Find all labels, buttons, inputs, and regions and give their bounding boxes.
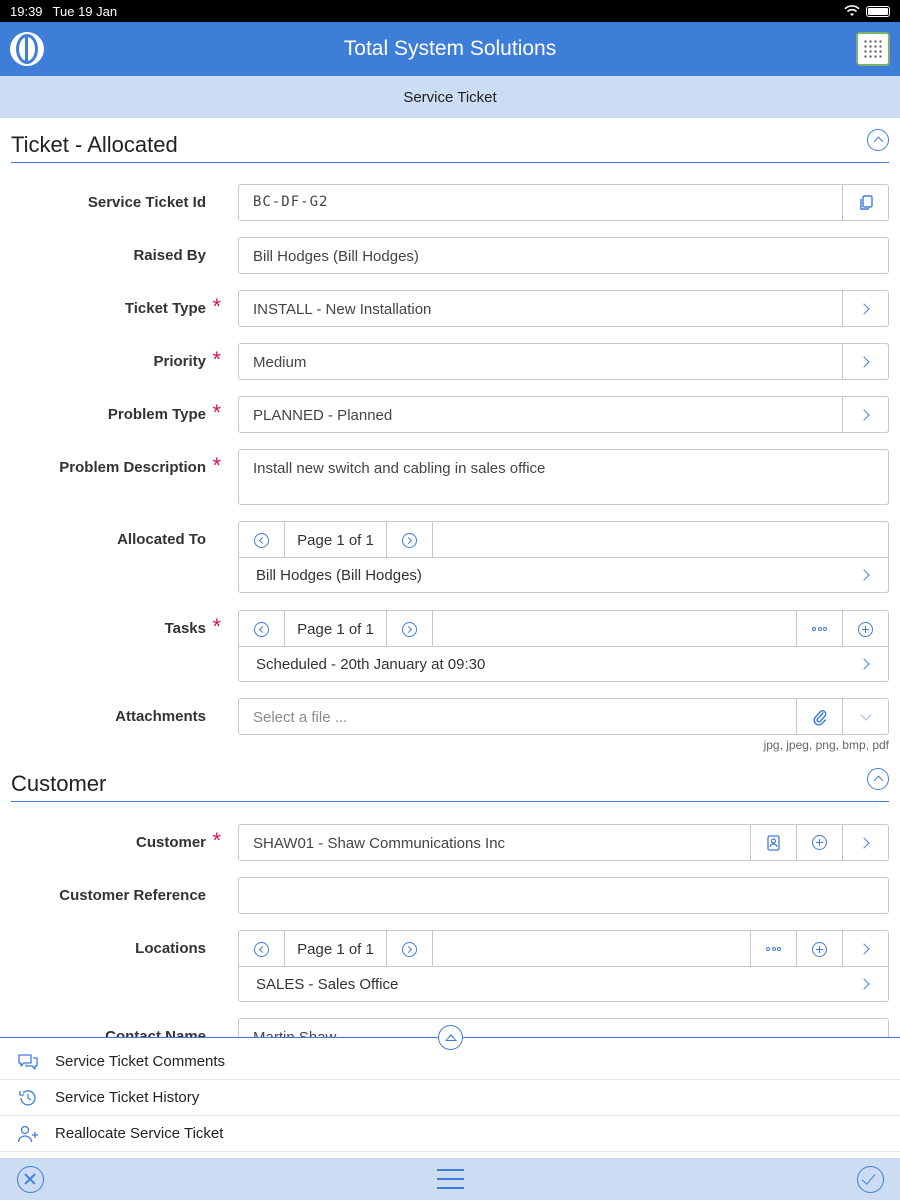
scan-button[interactable] (856, 32, 890, 66)
chevron-right-icon (858, 943, 869, 954)
menu-item-label: Reallocate Service Ticket (55, 1125, 224, 1142)
panel-toggle-button[interactable] (438, 1025, 463, 1050)
problem-description-value: Install new switch and cabling in sales office (253, 460, 546, 477)
menu-item-history[interactable] (0, 1080, 900, 1116)
app-logo-icon[interactable] (10, 32, 44, 66)
history-icon (17, 1088, 39, 1108)
attachments-label: Attachments (115, 708, 206, 725)
ticket-type-label: Ticket Type * (124, 294, 221, 319)
menu-button[interactable] (435, 1164, 465, 1194)
ticket-section-header (11, 119, 889, 163)
chevron-left-icon (254, 533, 269, 548)
menu-item-label: Service Ticket Comments (55, 1053, 226, 1070)
tasks-list-item[interactable] (239, 647, 888, 682)
app-header (0, 22, 900, 76)
attachments-file-types-hint: jpg, jpeg, png, bmp, pdf (763, 738, 889, 752)
allocated-to-list-item[interactable] (239, 558, 888, 593)
chevron-right-icon (858, 409, 869, 420)
raised-by-field[interactable] (238, 237, 889, 274)
page-subtitle: Service Ticket (0, 76, 900, 118)
chevron-right-icon (858, 356, 869, 367)
problem-type-select-button[interactable] (842, 397, 888, 432)
chevron-right-icon (858, 569, 869, 580)
tasks-label: Tasks * (164, 614, 221, 639)
locations-label: Locations (135, 940, 206, 957)
collapse-ticket-section-button[interactable] (867, 129, 889, 151)
allocated-to-label: Allocated To (117, 531, 206, 548)
save-button[interactable] (855, 1164, 885, 1194)
attachments-expand-button[interactable] (842, 699, 888, 734)
chevron-right-icon (858, 303, 869, 314)
chevron-left-icon (254, 942, 269, 957)
tasks-value: Scheduled - 20th January at 09:30 (256, 656, 486, 673)
priority-value: Medium (253, 354, 307, 371)
attach-file-button[interactable] (796, 699, 842, 734)
allocated-page-indicator: Page 1 of 1 (285, 522, 387, 558)
problem-type-value: PLANNED - Planned (253, 407, 393, 424)
tasks-pager (238, 610, 889, 682)
chevron-right-icon (858, 837, 869, 848)
customer-add-button[interactable] (796, 825, 842, 860)
ticket-section-title: Ticket - Allocated (11, 132, 178, 157)
allocated-next-page-button[interactable] (387, 522, 433, 558)
tasks-next-page-button[interactable] (387, 611, 433, 647)
tasks-page-indicator: Page 1 of 1 (285, 611, 387, 647)
plus-icon (812, 835, 827, 850)
service-ticket-id-field (238, 184, 889, 221)
menu-item-reallocate[interactable] (0, 1116, 900, 1152)
locations-prev-page-button[interactable] (239, 931, 285, 967)
tasks-add-button[interactable] (842, 611, 888, 647)
chevron-left-icon (254, 622, 269, 637)
locations-page-indicator: Page 1 of 1 (285, 931, 387, 967)
comments-icon (17, 1052, 39, 1072)
ticket-type-value: INSTALL - New Installation (253, 301, 432, 318)
required-marker: * (212, 453, 221, 478)
problem-description-label: Problem Description * (59, 453, 221, 478)
chevron-right-icon (402, 942, 417, 957)
required-marker: * (212, 347, 221, 372)
allocated-to-pager (238, 521, 889, 593)
allocated-prev-page-button[interactable] (239, 522, 285, 558)
tasks-prev-page-button[interactable] (239, 611, 285, 647)
problem-type-label: Problem Type * (107, 400, 221, 425)
locations-value: SALES - Sales Office (256, 976, 399, 993)
raised-by-value: Bill Hodges (Bill Hodges) (253, 248, 419, 265)
required-marker: * (212, 828, 221, 853)
ticket-type-select-button[interactable] (842, 291, 888, 326)
customer-value: SHAW01 - Shaw Communications Inc (253, 835, 506, 852)
customer-reference-input[interactable] (238, 877, 889, 914)
battery-icon (866, 6, 890, 17)
plus-icon (812, 942, 827, 957)
chevron-up-icon (873, 137, 883, 147)
customer-reference-label: Customer Reference (59, 887, 206, 904)
paperclip-icon (813, 708, 827, 726)
plus-icon (858, 622, 873, 637)
actions-panel (0, 1037, 900, 1158)
raised-by-label: Raised By (133, 247, 206, 264)
status-time: 19:39 (10, 3, 43, 19)
service-ticket-id-label: Service Ticket Id (87, 194, 206, 211)
allocated-to-value: Bill Hodges (Bill Hodges) (256, 567, 422, 584)
chevron-down-icon (860, 709, 871, 720)
required-marker: * (212, 400, 221, 425)
customer-section-header (11, 758, 889, 802)
checkmark-icon (857, 1166, 884, 1193)
customer-select-button[interactable] (842, 825, 888, 860)
locations-add-button[interactable] (796, 931, 842, 967)
locations-list-item[interactable] (239, 967, 888, 1002)
priority-field[interactable] (238, 343, 889, 380)
required-marker: * (212, 614, 221, 639)
tasks-more-button[interactable] (796, 611, 842, 647)
more-icon (766, 947, 781, 951)
status-bar (0, 0, 900, 22)
triangle-up-icon (445, 1034, 457, 1041)
attachments-field[interactable] (238, 698, 889, 735)
bottom-toolbar (0, 1158, 900, 1200)
copy-button[interactable] (842, 185, 888, 220)
locations-more-button[interactable] (750, 931, 796, 967)
priority-label: Priority * (153, 347, 221, 372)
ticket-type-field[interactable] (238, 290, 889, 327)
customer-contact-card-button[interactable] (750, 825, 796, 860)
status-date: Tue 19 Jan (52, 3, 118, 19)
collapse-customer-section-button[interactable] (867, 768, 889, 790)
problem-description-textarea[interactable] (238, 449, 889, 505)
priority-select-button[interactable] (842, 344, 888, 379)
locations-select-button[interactable] (842, 931, 888, 967)
customer-field[interactable] (238, 824, 889, 861)
cancel-button[interactable] (15, 1164, 45, 1194)
wifi-icon (844, 5, 860, 17)
service-ticket-id-value: BC-DF-G2 (253, 194, 329, 210)
hamburger-menu-icon (437, 1169, 464, 1189)
app-title: Total System Solutions (343, 37, 557, 60)
close-icon (17, 1166, 44, 1193)
chevron-right-icon (402, 622, 417, 637)
more-icon (812, 627, 827, 631)
add-user-icon (17, 1124, 39, 1144)
qr-scan-icon (863, 39, 883, 59)
chevron-right-icon (402, 533, 417, 548)
chevron-right-icon (858, 978, 869, 989)
copy-icon (859, 195, 873, 211)
menu-item-label: Service Ticket History (55, 1089, 200, 1106)
problem-type-field[interactable] (238, 396, 889, 433)
chevron-right-icon (858, 658, 869, 669)
locations-pager (238, 930, 889, 1002)
required-marker: * (212, 294, 221, 319)
contact-card-icon (767, 835, 780, 851)
customer-label: Customer * (135, 828, 221, 853)
locations-next-page-button[interactable] (387, 931, 433, 967)
customer-section-title: Customer (11, 771, 107, 796)
attachments-placeholder: Select a file ... (253, 709, 348, 726)
chevron-up-icon (873, 776, 883, 786)
